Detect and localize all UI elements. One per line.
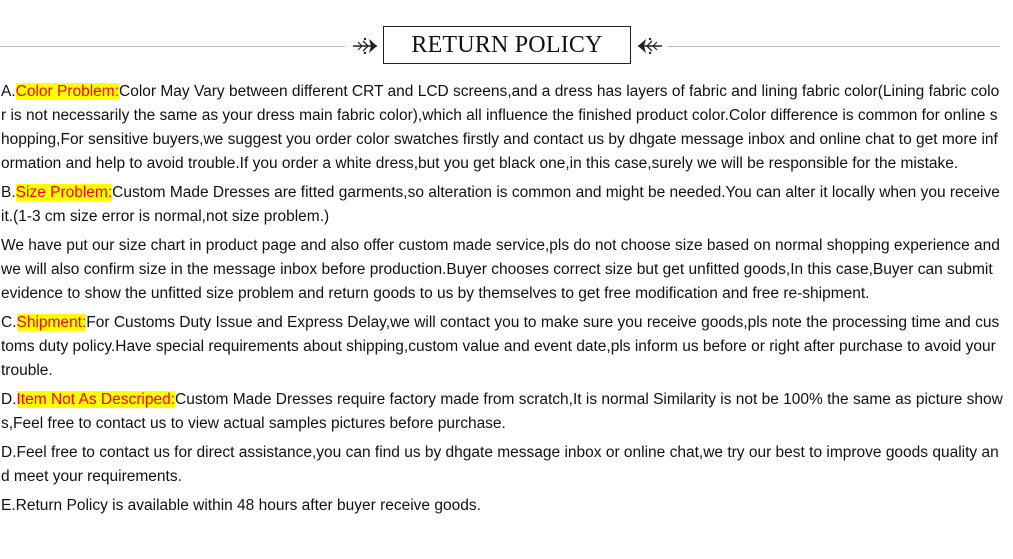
left-flourish-icon bbox=[352, 34, 378, 58]
right-flourish-icon bbox=[637, 34, 663, 58]
section-item-not-as-described bbox=[1, 388, 1003, 436]
section-body-text: Custom Made Dresses require factory made from scratch,It is normal Similarity is not be 100% the same as picture shows,Feel free to contact us to view actual samples pictures before purchase. bbox=[1, 391, 1003, 432]
section-size-chart-note bbox=[1, 234, 1003, 306]
policy-header bbox=[0, 26, 1000, 66]
section-heading-highlight: Shipment: bbox=[16, 314, 87, 331]
page-title: RETURN POLICY bbox=[383, 26, 631, 64]
policy-content bbox=[1, 80, 1003, 523]
section-shipment bbox=[1, 311, 1003, 383]
section-prefix: D. bbox=[1, 444, 17, 461]
section-prefix: B. bbox=[1, 184, 16, 201]
section-body-text: Color May Vary between different CRT and LCD screens,and a dress has layers of fabric and lining fabric color(Lining fabric color is not necessarily the same as your dress main fabric color),which all influence the finished product color.Color difference is common for online shopping,For sensitive buyers,we suggest you order color swatches firstly and contact us by dhgate message inbox and online chat to get more information and help to avoid trouble.If you order a white dress,but you get black one,in this case,surely we will be responsible for the mistake. bbox=[1, 83, 1000, 172]
section-return-window bbox=[1, 494, 1003, 518]
section-heading-highlight: Item Not As Descriped: bbox=[16, 391, 176, 408]
section-heading-highlight: Size Problem: bbox=[15, 184, 113, 201]
section-body-text: We have put our size chart in product page and also offer custom made service,pls do not choose size based on normal shopping experience and we will also confirm size in the message inbox before production.Buyer chooses correct size but get unfitted goods,In this case,Buyer can submit evidence to show the unfitted size problem and return goods to us by themselves to get free modification and free re-shipment. bbox=[1, 237, 1000, 302]
section-contact-assistance bbox=[1, 441, 1003, 489]
left-divider-line bbox=[0, 46, 345, 47]
section-body-text: Custom Made Dresses are fitted garments,so alteration is common and might be needed.You can alter it locally when you receive it.(1-3 cm size error is normal,not size problem.) bbox=[1, 184, 1000, 225]
right-divider-line bbox=[668, 46, 1000, 47]
section-heading-highlight: Color Problem: bbox=[15, 83, 120, 100]
section-size-problem bbox=[1, 181, 1003, 229]
section-color-problem bbox=[1, 80, 1003, 176]
section-body-text: Feel free to contact us for direct assistance,you can find us by dhgate message inbox or online chat,we try our best to improve goods quality and meet your requirements. bbox=[1, 444, 999, 485]
section-prefix: E. bbox=[1, 497, 16, 514]
section-prefix: A. bbox=[1, 83, 16, 100]
section-prefix: C. bbox=[1, 314, 17, 331]
section-body-text: Return Policy is available within 48 hours after buyer receive goods. bbox=[15, 497, 481, 514]
section-prefix: D. bbox=[1, 391, 17, 408]
section-body-text: For Customs Duty Issue and Express Delay,we will contact you to make sure you receive goods,pls note the processing time and customs duty policy.Have special requirements about shipping,custom value and event date,pls inform us before or right after purchase to avoid your trouble. bbox=[1, 314, 1000, 379]
